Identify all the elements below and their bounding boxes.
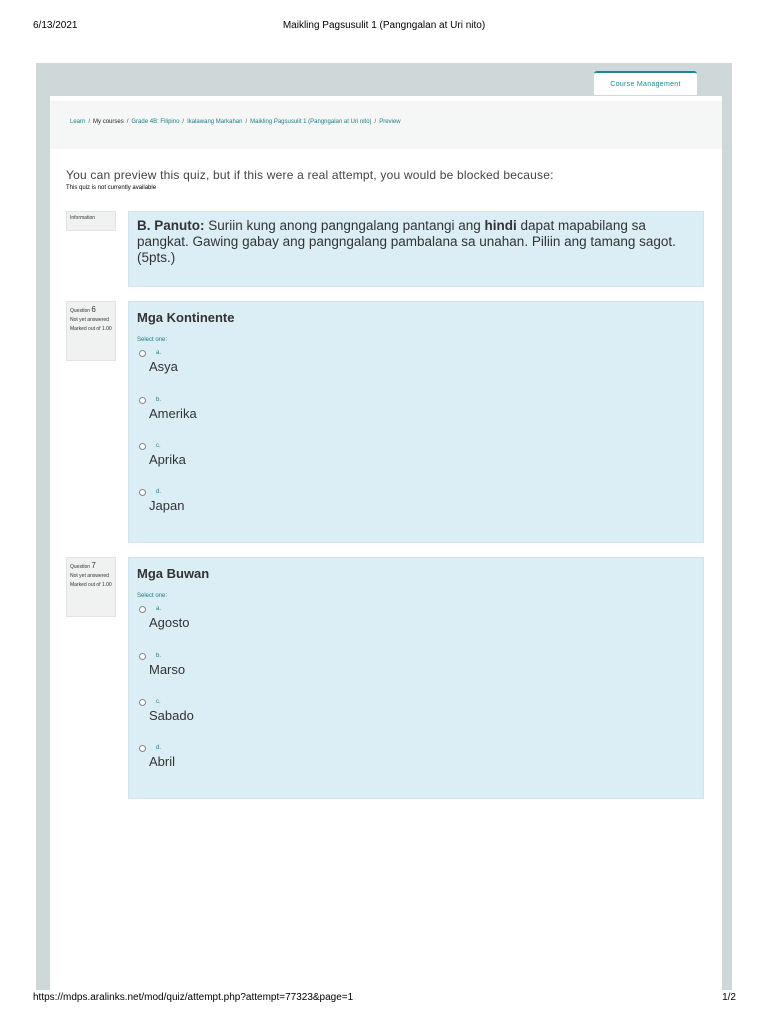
question-marks: Marked out of 1.00 <box>70 582 112 588</box>
question-7-info <box>66 557 116 617</box>
print-footer <box>0 992 768 1006</box>
select-one-label: Select one: <box>137 593 168 599</box>
option-letter: d. <box>156 489 162 495</box>
radio-button[interactable] <box>139 606 146 613</box>
question-number: 6 <box>91 305 96 314</box>
option-letter: b. <box>156 653 162 659</box>
breadcrumb-preview[interactable]: Preview <box>379 119 401 125</box>
preview-message: You can preview this quiz, but if this were a real attempt, you would be blocked because: <box>66 168 554 182</box>
question-7-content <box>128 557 704 799</box>
radio-button[interactable] <box>139 653 146 660</box>
instructions-lead: B. Panuto: <box>137 218 205 233</box>
option-letter: c. <box>156 699 161 705</box>
print-date: 6/13/2021 <box>33 20 78 31</box>
radio-button[interactable] <box>139 489 146 496</box>
option-letter: d. <box>156 745 162 751</box>
breadcrumb-quiz[interactable]: Maikling Pagsusulit 1 (Pangngalan at Uri nito) <box>250 119 372 125</box>
question-status: Not yet answered <box>70 317 109 323</box>
radio-button[interactable] <box>139 699 146 706</box>
instructions-text <box>129 212 703 272</box>
breadcrumb-separator: / <box>88 119 91 125</box>
breadcrumb-separator: / <box>182 119 185 125</box>
breadcrumb-learn[interactable]: Learn <box>70 119 86 125</box>
option-text[interactable]: Aprika <box>149 452 186 467</box>
question-title: Mga Buwan <box>137 566 210 581</box>
blocked-reason: This quiz is not currently available <box>66 185 157 191</box>
question-label: Question <box>70 564 91 570</box>
question-6-content <box>128 301 704 543</box>
question-label: Question <box>70 308 91 314</box>
breadcrumb-my-courses[interactable]: My courses <box>93 119 124 125</box>
select-one-label: Select one: <box>137 337 168 343</box>
question-marks: Marked out of 1.00 <box>70 326 112 332</box>
option-letter: a. <box>156 606 162 612</box>
option-text[interactable]: Amerika <box>149 406 197 421</box>
option-text[interactable]: Sabado <box>149 708 194 723</box>
option-letter: c. <box>156 443 161 449</box>
instructions-part2: dapat mapabilang sa pangkat. Gawing gabay ang pangngalang pambalana sa unahan. Piliin ang tamang sagot. (5pts.) <box>137 218 676 265</box>
page-frame <box>36 63 732 990</box>
instructions-part1: Suriin kung anong pangngalang pantangi ang <box>204 218 485 233</box>
option-text[interactable]: Agosto <box>149 615 190 630</box>
question-status: Not yet answered <box>70 573 109 579</box>
option-letter: a. <box>156 350 162 356</box>
information-label: Information <box>70 215 96 221</box>
information-content <box>128 211 704 287</box>
radio-button[interactable] <box>139 745 146 752</box>
print-page-number: 1/2 <box>722 992 736 1003</box>
breadcrumb-separator: / <box>245 119 248 125</box>
question-6-info <box>66 301 116 361</box>
option-text[interactable]: Japan <box>149 498 185 513</box>
information-info-box <box>66 211 116 231</box>
print-title: Maikling Pagsusulit 1 (Pangngalan at Uri nito) <box>282 20 486 31</box>
option-text[interactable]: Asya <box>149 359 178 374</box>
print-url: https://mdps.aralinks.net/mod/quiz/attempt.php?attempt=77323&page=1 <box>33 992 354 1003</box>
print-header <box>0 20 768 34</box>
radio-button[interactable] <box>139 350 146 357</box>
breadcrumb-separator: / <box>374 119 377 125</box>
option-text[interactable]: Abril <box>149 754 176 769</box>
course-management-tab[interactable]: Course Management <box>594 71 697 95</box>
breadcrumb-separator: / <box>126 119 129 125</box>
question-title: Mga Kontinente <box>137 310 235 325</box>
option-text[interactable]: Marso <box>149 662 186 677</box>
breadcrumb-course[interactable]: Grade 4B: Filipino <box>131 119 180 125</box>
breadcrumb-bar <box>50 101 722 149</box>
breadcrumb <box>70 119 401 125</box>
question-number: 7 <box>91 561 96 570</box>
instructions-emphasis: hindi <box>484 218 517 233</box>
radio-button[interactable] <box>139 443 146 450</box>
option-letter: b. <box>156 397 162 403</box>
radio-button[interactable] <box>139 397 146 404</box>
breadcrumb-quarter[interactable]: Ikalawang Markahan <box>187 119 243 125</box>
